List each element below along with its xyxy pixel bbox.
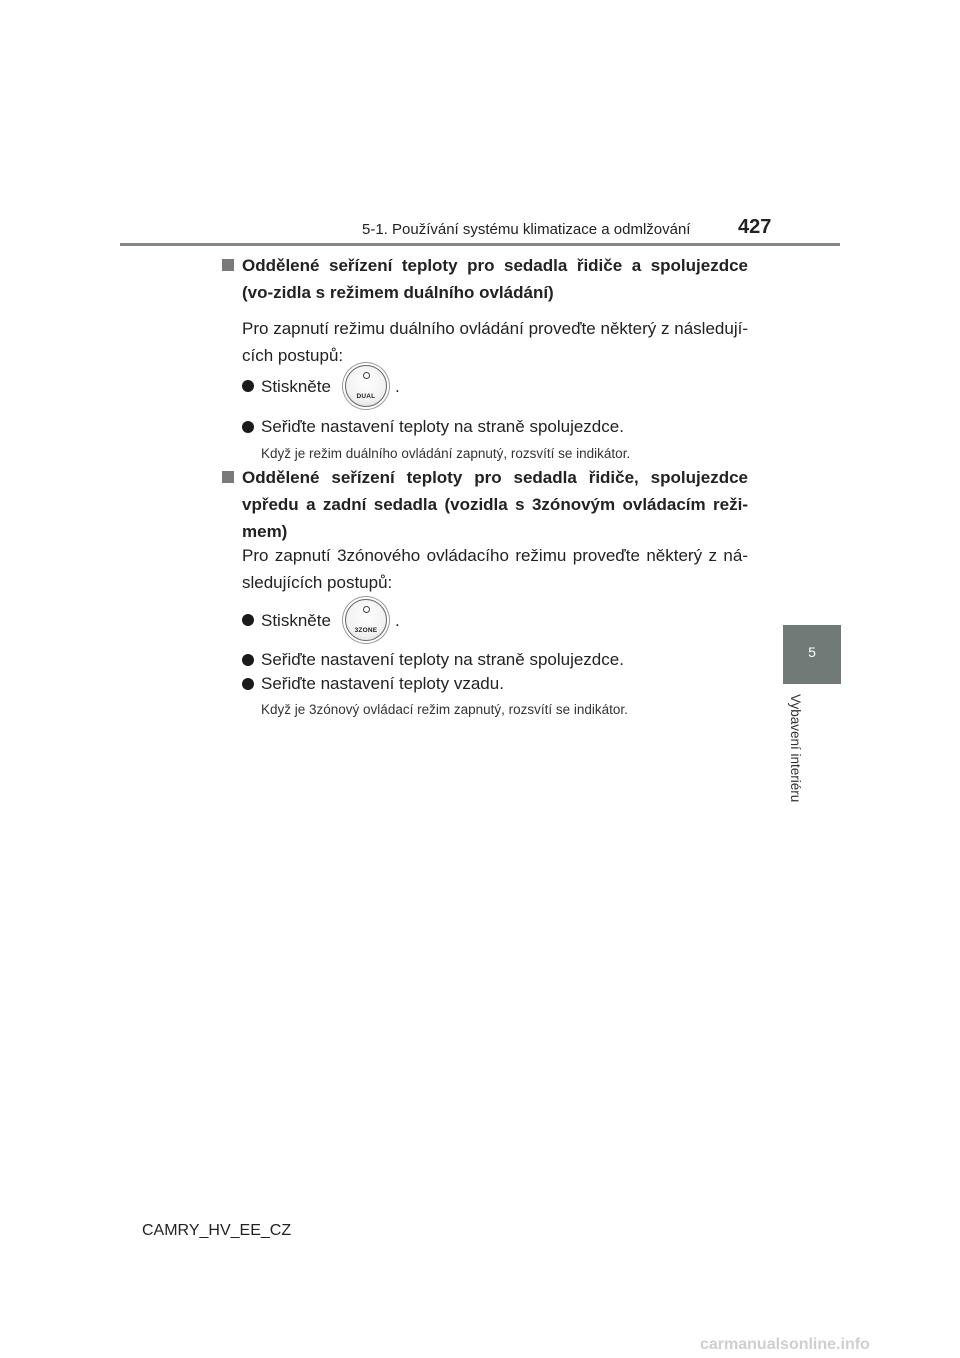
bullet-dot-icon: [242, 421, 254, 433]
bullet-dot-icon: [242, 654, 254, 666]
3zone-button-label: 3ZONE: [354, 627, 378, 634]
section2-heading: [222, 464, 748, 545]
press-suffix: .: [394, 376, 400, 396]
section2-bullet-press: [242, 599, 400, 641]
dual-button-label: DUAL: [356, 393, 376, 400]
header-section-title: 5-1. Používání systému klimatizace a odmlžování: [362, 221, 691, 238]
watermark: carmanualsonline.info: [700, 1336, 870, 1353]
section2-bullet-passenger: [242, 646, 624, 673]
indicator-light-icon: [363, 372, 370, 379]
section1-heading-text: Oddělené seřízení teploty pro sedadla řidiče a spolujezdce (vo-zidla s režimem duálního ovládání): [242, 256, 748, 302]
section2-note: Když je 3zónový ovládací režim zapnutý, rozsvítí se indikátor.: [261, 702, 628, 717]
chapter-label: Vybavení interiéru: [788, 694, 803, 803]
bullet-text: Seřiďte nastavení teploty na straně spolujezdce.: [261, 417, 624, 436]
press-label: Stiskněte: [261, 610, 331, 630]
dual-button-icon: [345, 365, 387, 407]
bullet-dot-icon: [242, 614, 254, 626]
section1-note: Když je režim duálního ovládání zapnutý, rozsvítí se indikátor.: [261, 446, 631, 461]
footer-code: CAMRY_HV_EE_CZ: [142, 1222, 292, 1239]
square-marker-icon: [222, 471, 234, 483]
square-marker-icon: [222, 259, 234, 271]
section1-bullet-press: [242, 365, 400, 407]
bullet-text: Seřiďte nastavení teploty na straně spolujezdce.: [261, 650, 624, 669]
chapter-tab: [783, 625, 841, 684]
section1-bullet-passenger: [242, 413, 624, 440]
section1-intro: Pro zapnutí režimu duálního ovládání proveďte některý z následují-cích postupů:: [242, 319, 748, 365]
section2-intro: Pro zapnutí 3zónového ovládacího režimu proveďte některý z ná-sledujících postupů:: [242, 546, 748, 592]
3zone-button-icon: [345, 599, 387, 641]
bullet-text: Seřiďte nastavení teploty vzadu.: [261, 674, 504, 693]
indicator-light-icon: [363, 606, 370, 613]
bullet-dot-icon: [242, 380, 254, 392]
press-label: Stiskněte: [261, 376, 331, 396]
bullet-dot-icon: [242, 678, 254, 690]
chapter-number: 5: [808, 644, 816, 660]
press-suffix: .: [394, 610, 400, 630]
page-number: 427: [738, 216, 772, 238]
section2-heading-text: Oddělené seřízení teploty pro sedadla řidiče, spolujezdce vpředu a zadní sedadla (vozidla s 3zónovým ovládacím reži-mem): [242, 468, 748, 541]
section2-bullet-rear: [242, 670, 504, 697]
section1-heading: [222, 252, 748, 306]
header-rule: [120, 243, 840, 246]
